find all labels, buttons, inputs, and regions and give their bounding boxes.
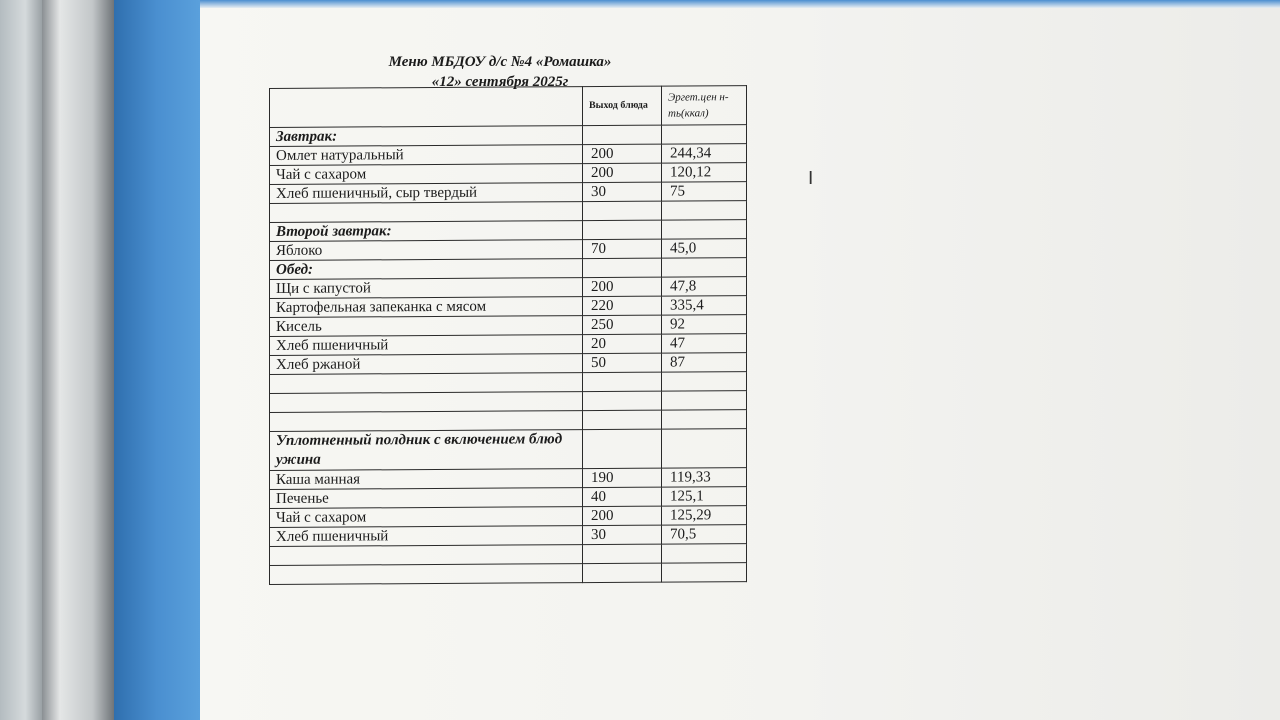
energy-cell: 125,1 [662,487,747,507]
menu-table-body [270,86,747,585]
yield-cell: 220 [583,296,662,315]
energy-cell: 244,34 [662,144,747,164]
dish-name-cell: Омлет натуральный [270,145,583,166]
dish-name-cell: Хлеб пшеничный [270,526,583,547]
yield-cell: 250 [583,315,662,334]
header-name-cell [270,87,583,128]
yield-cell [583,220,662,239]
energy-cell: 335,4 [662,296,747,316]
table-row [270,506,747,528]
dish-name-cell [270,392,583,413]
energy-cell: 120,12 [662,163,747,183]
energy-cell: 87 [662,353,747,373]
energy-cell [662,220,747,240]
yield-cell: 200 [583,506,662,525]
menu-table [269,85,747,585]
table-header-row [270,86,747,128]
monitor-bezel [0,0,42,720]
dish-name-cell [270,564,583,585]
dish-name-cell: Чай с сахаром [270,507,583,528]
energy-cell [662,201,747,221]
dish-name-cell: Второй завтрак: [270,221,583,242]
yield-cell [583,372,662,391]
energy-cell: 47 [662,334,747,354]
table-row [270,525,747,547]
yield-cell [583,125,662,144]
section-row [270,429,747,471]
energy-cell [662,391,747,411]
app-window-border [114,0,200,720]
title-line-1: Меню МБДОУ д/с №4 «Ромашка» [388,54,612,70]
energy-cell: 45,0 [662,239,747,259]
dish-name-cell [270,373,583,394]
energy-cell: 125,29 [662,506,747,526]
yield-cell [583,429,662,468]
energy-cell [662,410,747,430]
energy-cell [662,125,747,145]
dish-name-cell: Обед: [270,259,583,280]
header-energy-cell: Эргет.цен н-ть(ккал) [662,86,747,126]
yield-cell [583,201,662,220]
dish-name-cell: Уплотненный полдник с включением блюд ужина [270,430,583,471]
dish-name-cell [270,545,583,566]
dish-name-cell: Чай с сахаром [270,164,583,185]
header-yield-cell: Выход блюда [583,86,662,125]
dish-name-cell [270,202,583,223]
table-row [270,163,747,185]
dish-name-cell: Хлеб пшеничный, сыр твердый [270,183,583,204]
energy-cell: 70,5 [662,525,747,545]
yield-cell [583,544,662,563]
dish-name-cell: Кисель [270,316,583,337]
yield-cell: 30 [583,525,662,544]
dish-name-cell: Хлеб пшеничный [270,335,583,356]
yield-cell [583,391,662,410]
yield-cell [583,258,662,277]
yield-cell: 200 [583,277,662,296]
yield-cell [583,410,662,429]
table-row [270,144,747,166]
dish-name-cell [270,411,583,432]
yield-cell: 190 [583,468,662,487]
window-top-bar [200,0,1280,8]
energy-cell [662,563,747,583]
energy-cell [662,258,747,278]
dish-name-cell: Яблоко [270,240,583,261]
yield-cell: 50 [583,353,662,372]
table-row [270,468,747,490]
dish-name-cell: Хлеб ржаной [270,354,583,375]
table-row [270,182,747,204]
table-row [270,315,747,337]
energy-cell: 119,33 [662,468,747,488]
energy-cell: 92 [662,315,747,335]
yield-cell [583,563,662,582]
empty-row [270,563,747,585]
energy-cell [662,372,747,392]
monitor-frame [42,0,114,720]
table-row [270,487,747,509]
dish-name-cell: Щи с капустой [270,278,583,299]
yield-cell: 20 [583,334,662,353]
table-row [270,334,747,356]
dish-name-cell: Каша манная [270,469,583,490]
table-row [270,277,747,299]
energy-cell: 75 [662,182,747,202]
yield-cell: 200 [583,144,662,163]
yield-cell: 40 [583,487,662,506]
dish-name-cell: Завтрак: [270,126,583,147]
energy-cell [662,429,747,469]
energy-cell: 47,8 [662,277,747,297]
yield-cell: 30 [583,182,662,201]
yield-cell: 200 [583,163,662,182]
text-cursor-icon: I [808,168,814,189]
dish-name-cell: Картофельная запеканка с мясом [270,297,583,318]
energy-cell [662,544,747,564]
table-row [270,353,747,375]
table-row [270,239,747,261]
table-row [270,296,747,318]
title-line-2: «12» сентября 2025г [431,74,569,90]
dish-name-cell: Печенье [270,488,583,509]
yield-cell: 70 [583,239,662,258]
